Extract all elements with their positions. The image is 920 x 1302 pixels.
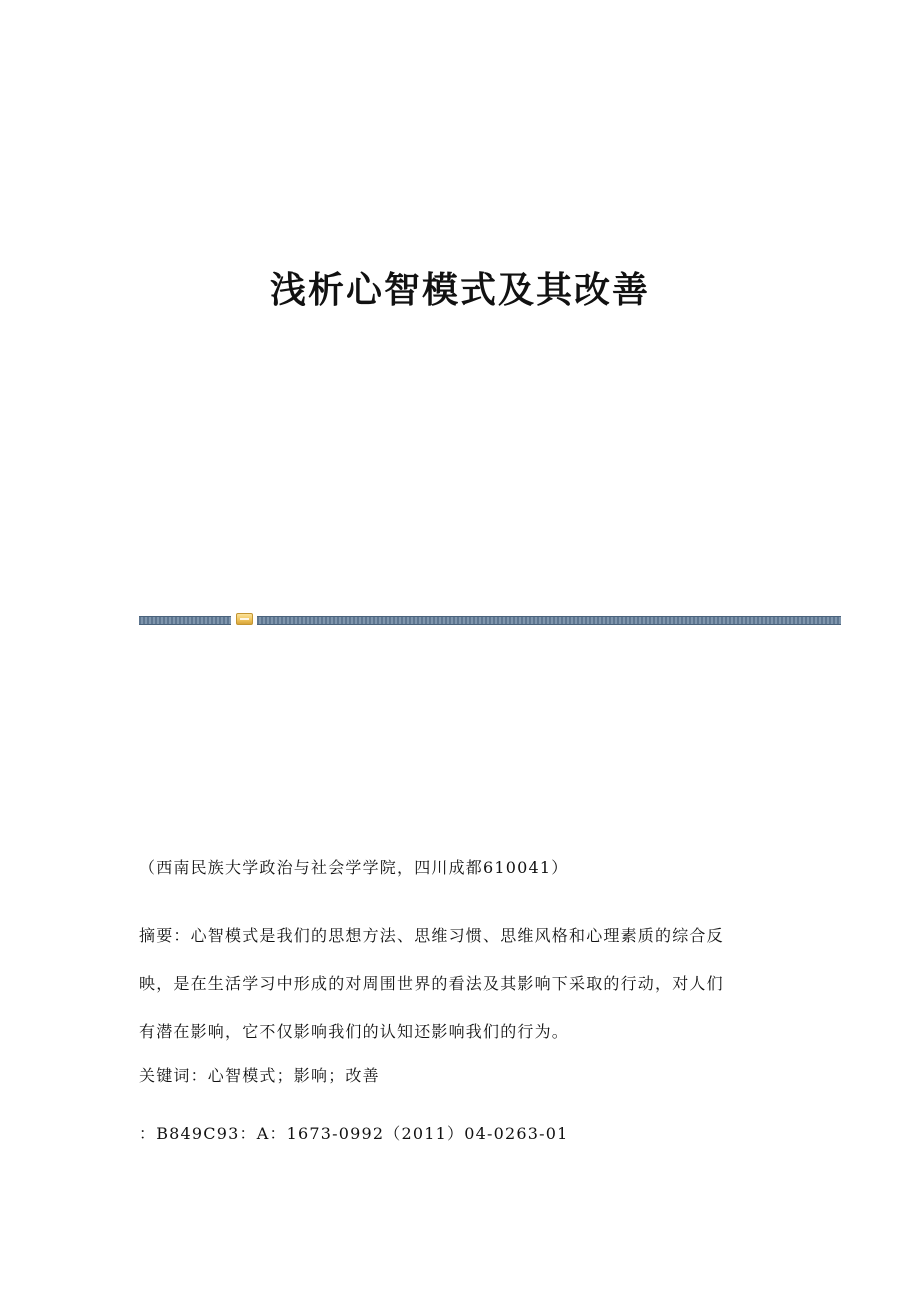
divider-bar-left [139, 616, 231, 625]
abstract-line: 摘要：心智模式是我们的思想方法、思维习惯、思维风格和心理素质的综合反 [139, 926, 724, 945]
classification-codes: ：B849C93：A：1673-0992（2011）04-0263-01 [139, 1124, 569, 1143]
author-affiliation: （西南民族大学政治与社会学学院，四川成都610041） [139, 858, 569, 877]
abstract-line: 映，是在生活学习中形成的对周围世界的看法及其影响下采取的行动，对人们 [139, 974, 724, 993]
divider-bar-right [257, 616, 841, 625]
abstract [139, 912, 779, 1056]
divider-emblem-icon [236, 613, 253, 625]
section-divider [139, 612, 841, 626]
abstract-line: 有潜在影响，它不仅影响我们的认知还影响我们的行为。 [139, 1022, 570, 1041]
document-title: 浅析心智模式及其改善 [269, 269, 650, 311]
keywords: 关键词：心智模式；影响；改善 [139, 1066, 380, 1085]
